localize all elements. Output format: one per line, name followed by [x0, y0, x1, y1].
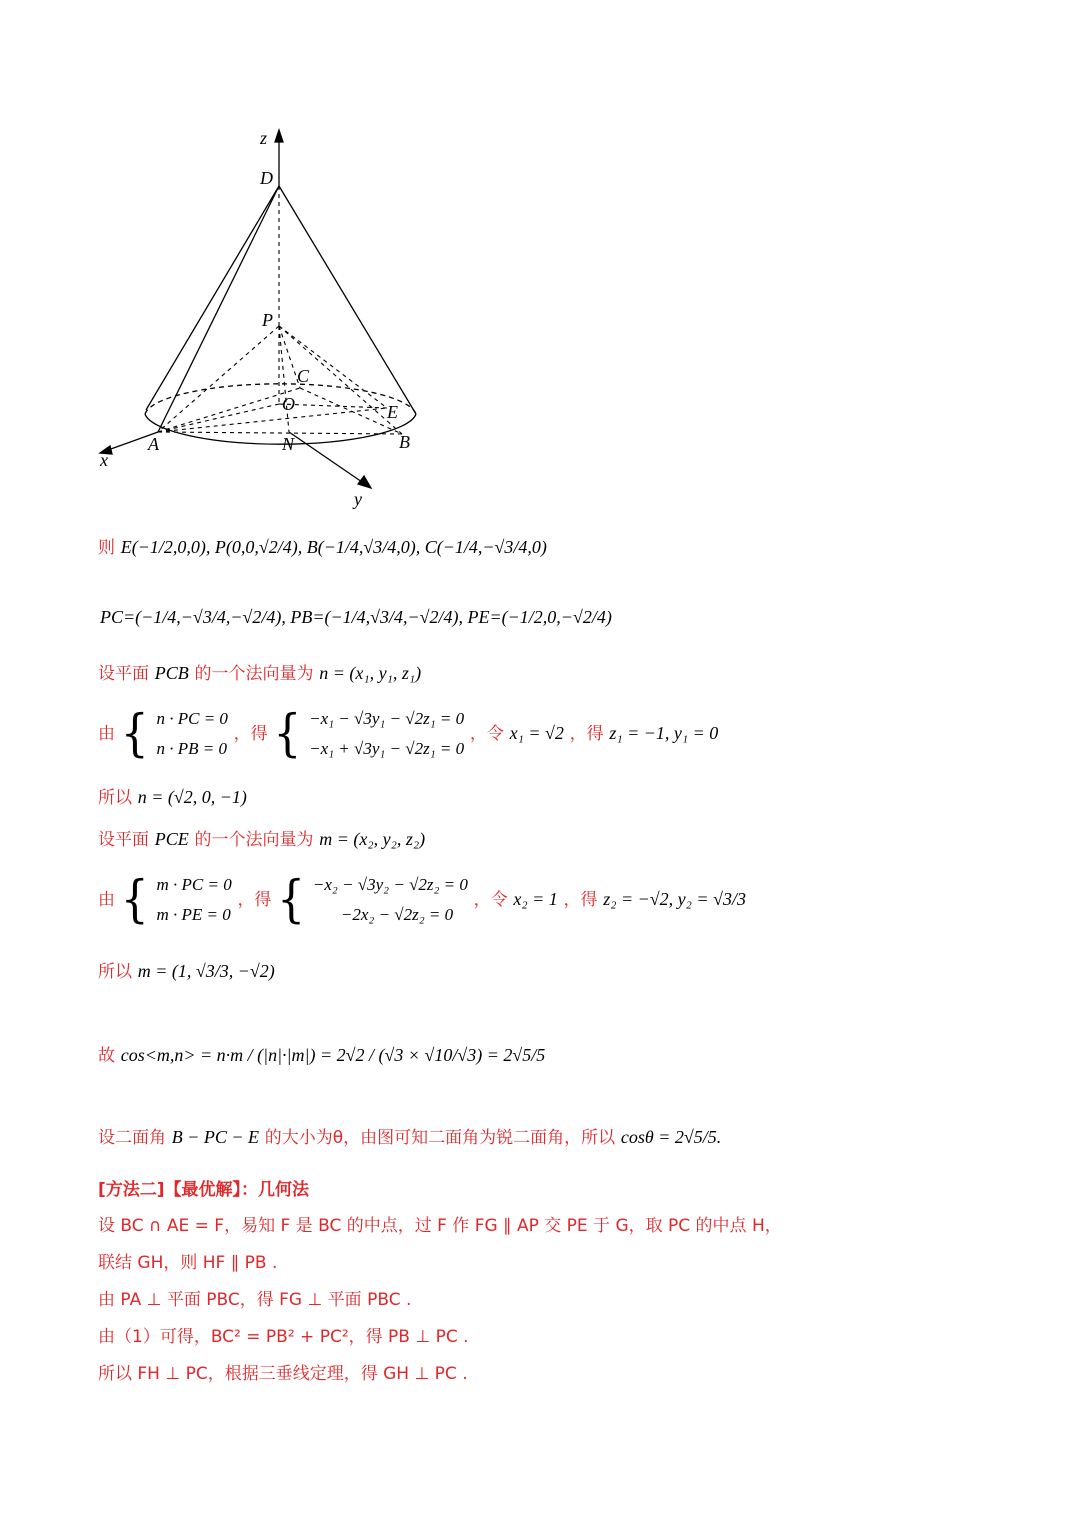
label-z: z — [260, 128, 268, 148]
system-n-conditions — [156, 704, 227, 764]
label-n: N — [282, 434, 295, 454]
label-x: x — [100, 450, 108, 470]
eq-m-2: −2x₂ − √2z₂ = 0 — [340, 905, 454, 924]
l9-prefix: 故 — [98, 1046, 115, 1066]
label-b: B — [399, 432, 410, 452]
label-e: E — [387, 402, 398, 422]
l7-de: ，得 — [237, 890, 272, 910]
system-m-equations — [313, 870, 468, 930]
system-n-equations — [309, 704, 464, 764]
l7-get: ，得 — [563, 890, 598, 910]
l4-prefix: 由 — [98, 724, 115, 744]
vector-n-def: n = (x₁, y₁, z₁) — [319, 663, 422, 683]
l4-let: ，令 — [469, 724, 504, 744]
coords-text: E(−1/2,0,0), P(0,0,√2/4), B(−1/4,√3/4,0), C(−1/4,−√3/4,0) — [120, 537, 547, 557]
l7-prefix: 由 — [98, 890, 115, 910]
l3-mid: 的一个法向量为 — [194, 664, 314, 684]
brace-1: { — [120, 704, 149, 763]
normal-n-intro — [98, 664, 1080, 683]
l4-result: z₁ = −1, y₁ = 0 — [609, 723, 719, 743]
vector-n-value: n = (√2, 0, −1) — [137, 787, 247, 807]
label-p: P — [262, 310, 273, 330]
vectors-text: PC=(−1/4,−√3/4,−√2/4), PB=(−1/4,√3/4,−√2/4), PE=(−1/2,0,−√2/4) — [100, 607, 612, 627]
l10-d: cosθ = 2√5/5. — [620, 1127, 722, 1147]
brace-3: { — [120, 870, 149, 929]
plane-pcb: PCB — [154, 663, 189, 683]
vector-m-def: m = (x₂, y₂, z₂) — [319, 829, 426, 849]
coords-line — [98, 538, 1080, 557]
eq-n-1: −x₁ − √3y₁ − √2z₁ = 0 — [309, 709, 465, 728]
l7-result: z₂ = −√2, y₂ = √3/3 — [603, 889, 746, 909]
l7-letval: x₂ = 1 — [513, 889, 558, 909]
line1-prefix: 则 — [98, 538, 115, 558]
system-m — [98, 870, 1080, 930]
method-two-heading: [方法二]【最优解】：几何法 — [98, 1180, 310, 1200]
l6-mid: 的一个法向量为 — [194, 830, 314, 850]
brace-4: { — [277, 870, 306, 929]
m-dot-pc: m · PC = 0 — [156, 875, 232, 894]
label-y: y — [354, 489, 362, 509]
label-c: C — [297, 366, 310, 386]
l6-prefix: 设平面 — [98, 830, 149, 850]
label-d: D — [260, 168, 273, 188]
l10-c: 的大小为θ，由图可知二面角为锐二面角，所以 — [264, 1128, 616, 1148]
l8-prefix: 所以 — [98, 962, 132, 982]
system-m-conditions — [156, 870, 231, 930]
system-n — [98, 704, 1080, 764]
l5-prefix: 所以 — [98, 788, 132, 808]
eq-n-2: −x₁ + √3y₁ − √2z₁ = 0 — [309, 739, 465, 758]
dihedral-line — [98, 1128, 1080, 1147]
n-dot-pc: n · PC = 0 — [156, 709, 228, 728]
label-a: A — [148, 434, 159, 454]
l10-b: B − PC − E — [171, 1127, 260, 1147]
vectors-line — [100, 608, 1080, 627]
brace-2: { — [273, 704, 302, 763]
label-o: O — [282, 394, 295, 414]
l4-get: ，得 — [569, 724, 604, 744]
n-dot-pb: n · PB = 0 — [156, 739, 227, 758]
method-two-step-3: 由 PA ⊥ 平面 PBC，得 FG ⊥ 平面 PBC . — [98, 1290, 412, 1310]
m-dot-pe: m · PE = 0 — [156, 905, 231, 924]
l4-letval: x₁ = √2 — [509, 723, 564, 743]
m-result — [98, 962, 1080, 981]
eq-m-1: −x₂ − √3y₂ − √2z₂ = 0 — [312, 875, 468, 894]
n-result — [98, 788, 1080, 807]
method-two-step-4: 由（1）可得，BC² = PB² + PC²，得 PB ⊥ PC . — [98, 1327, 469, 1347]
method-two-step-5: 所以 FH ⊥ PC，根据三垂线定理，得 GH ⊥ PC . — [98, 1364, 468, 1384]
cosine-line — [98, 1046, 1080, 1065]
cone-figure — [90, 120, 430, 520]
vector-m-value: m = (1, √3/3, −√2) — [137, 961, 275, 981]
plane-pce: PCE — [154, 829, 189, 849]
l4-de: ，得 — [233, 724, 268, 744]
normal-m-intro — [98, 830, 1080, 849]
l7-let: ，令 — [473, 890, 508, 910]
l10-a: 设二面角 — [98, 1128, 166, 1148]
cosine-value: cos<m,n> = n·m / (|n|·|m|) = 2√2 / (√3 × √10/√3) = 2√5/5 — [120, 1045, 546, 1065]
method-two-step-1: 设 BC ∩ AE = F，易知 F 是 BC 的中点，过 F 作 FG ∥ AP 交 PE 于 G，取 PC 的中点 H， — [98, 1216, 782, 1236]
l3-prefix: 设平面 — [98, 664, 149, 684]
method-two-step-2: 联结 GH，则 HF ∥ PB . — [98, 1253, 278, 1273]
